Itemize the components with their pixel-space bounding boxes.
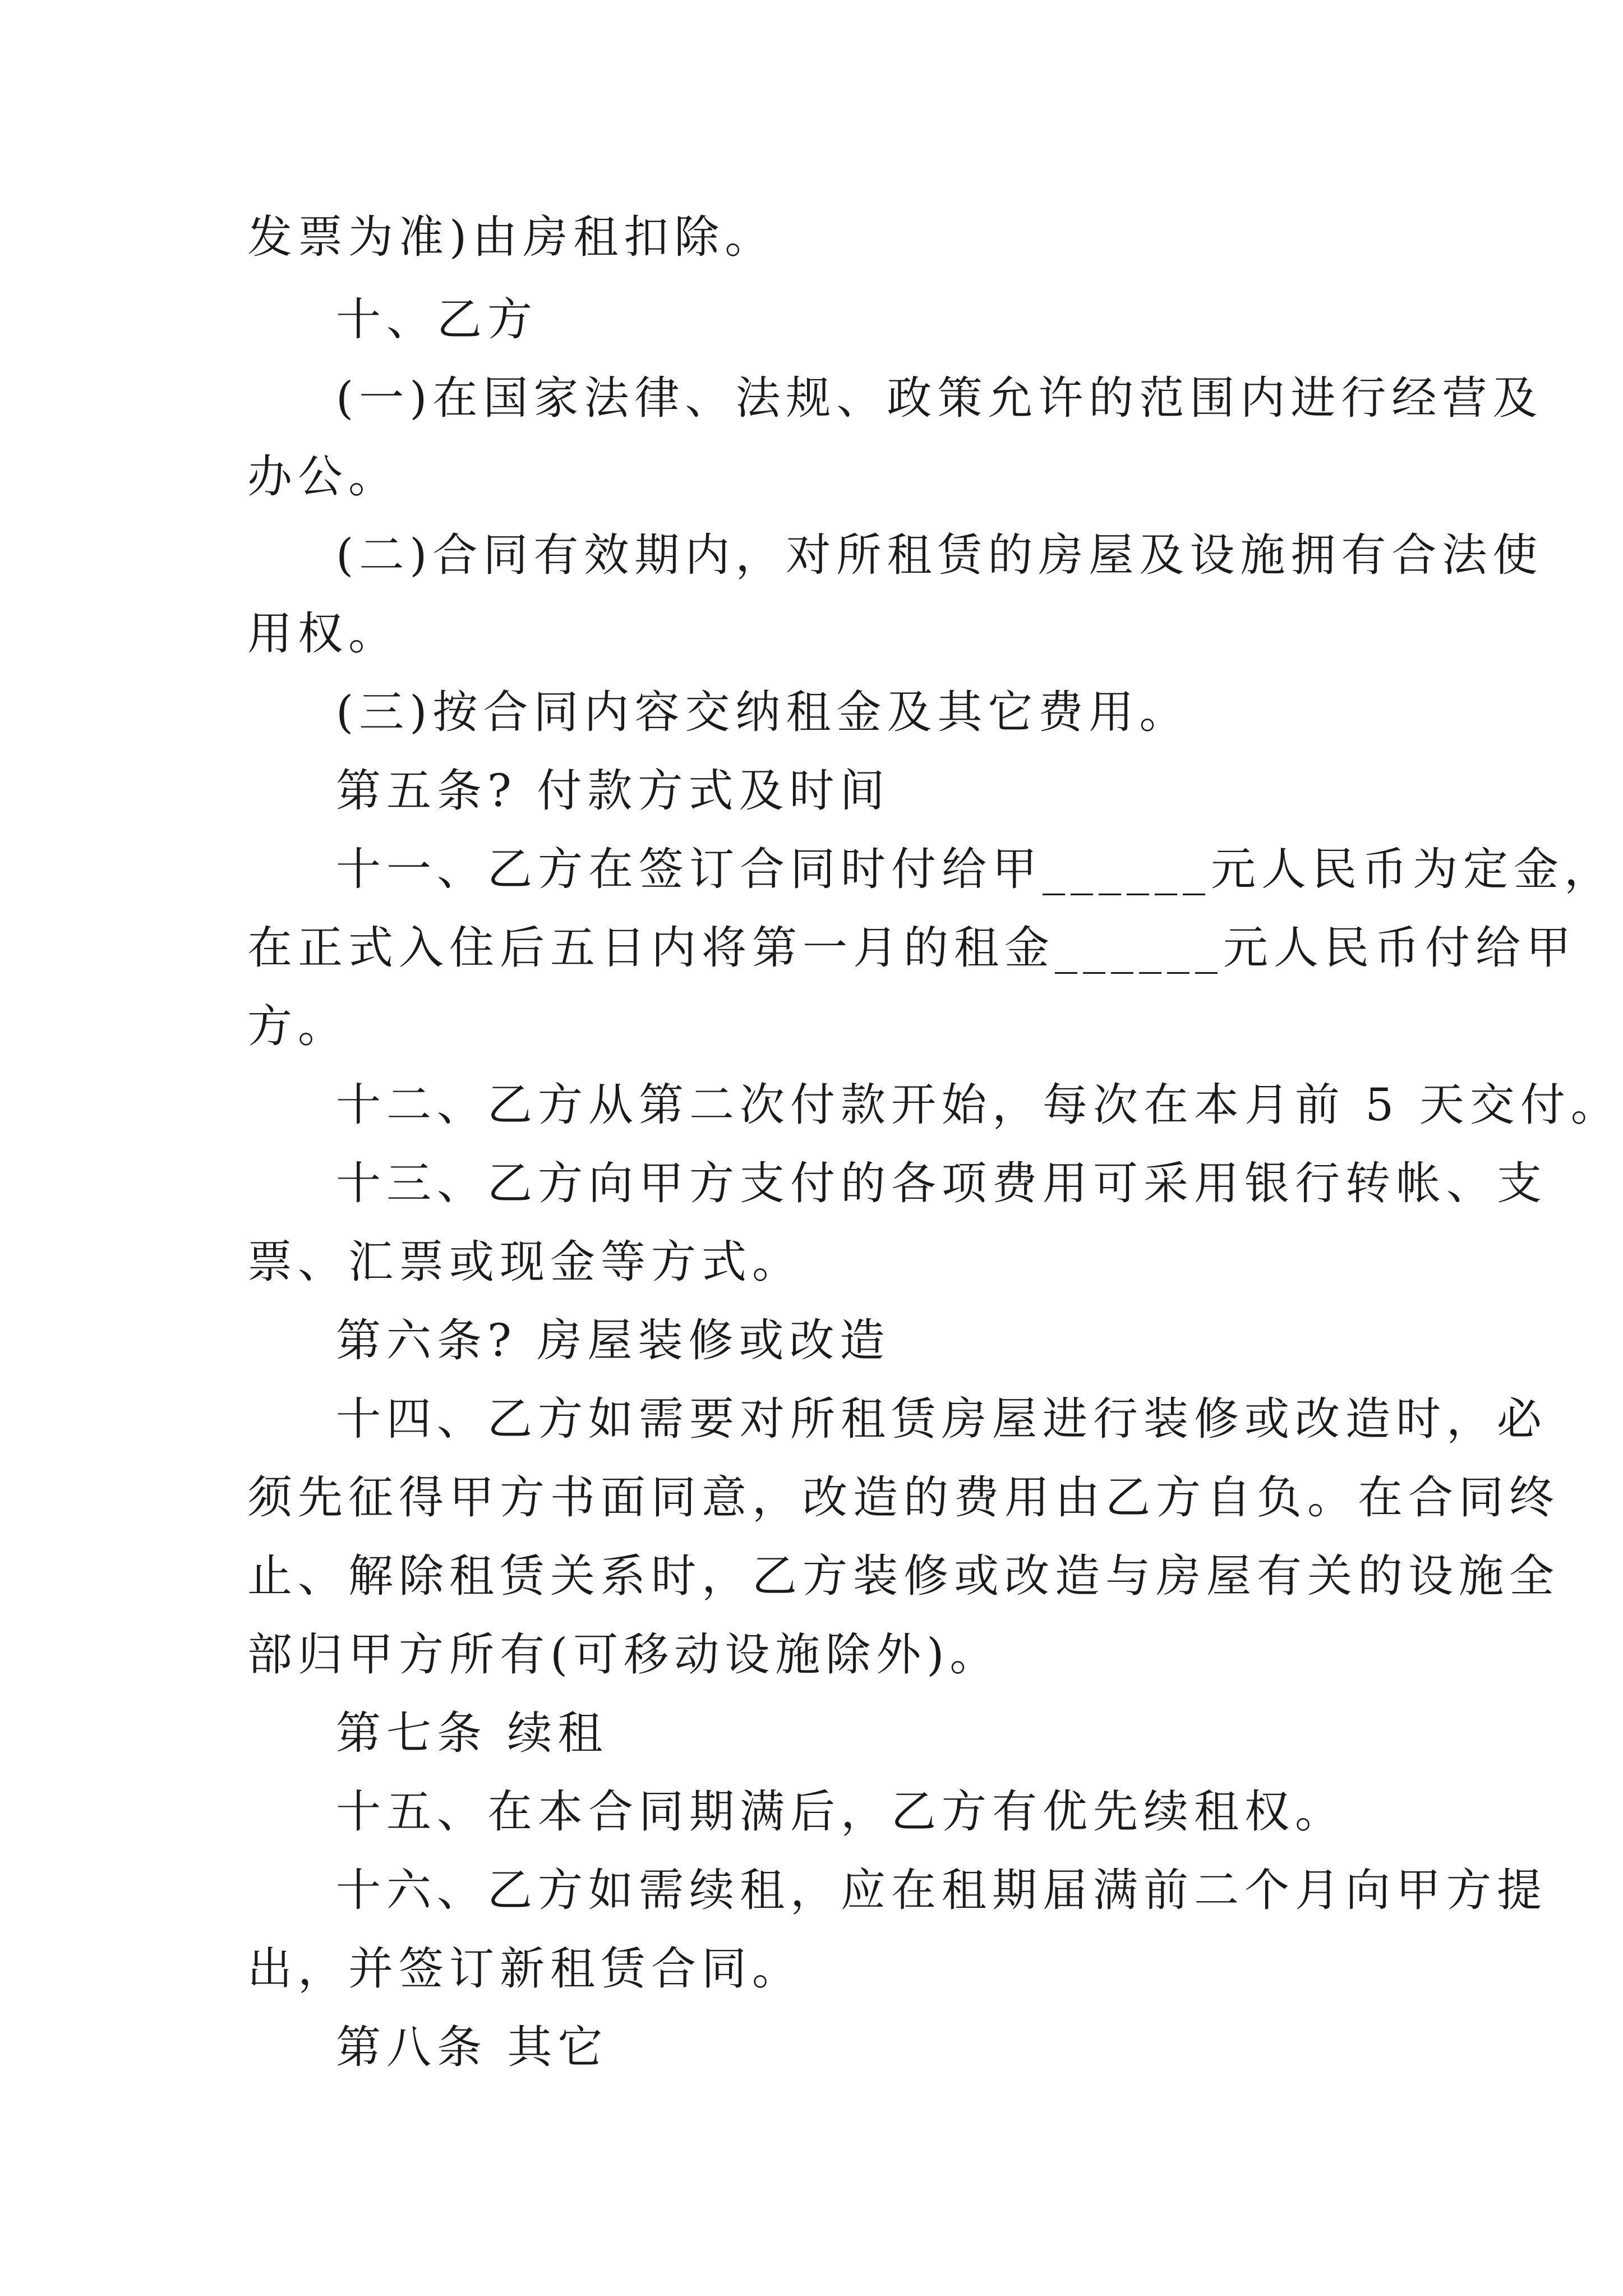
paragraph-line: 须先征得甲方书面同意，改造的费用由乙方自负。在合同终 <box>247 1471 1560 1524</box>
paragraph-line: 止、解除租赁关系时，乙方装修或改造与房屋有关的设施全 <box>247 1550 1560 1602</box>
paragraph-line: 办公。 <box>247 450 399 503</box>
article-heading: 第五条? 付款方式及时间 <box>336 765 891 817</box>
paragraph-line: 十四、乙方如需要对所租赁房屋进行装修或改造时，必 <box>336 1393 1547 1445</box>
paragraph-line: 票、汇票或现金等方式。 <box>247 1236 803 1288</box>
paragraph-line: 发票为准)由房租扣除。 <box>247 211 776 263</box>
article-heading: 第八条 其它 <box>336 2021 608 2073</box>
section-heading: 十、乙方 <box>336 293 538 346</box>
paragraph-line: 十二、乙方从第二次付款开始，每次在本月前 5 天交付。 <box>336 1079 1621 1131</box>
paragraph-line: 部归甲方所有(可移动设施除外)。 <box>247 1628 1000 1681</box>
article-heading: 第六条? 房屋装修或改造 <box>336 1314 891 1366</box>
paragraph-line: 十六、乙方如需续租，应在租期届满前二个月向甲方提 <box>336 1864 1547 1916</box>
article-heading: 第七条 续租 <box>336 1707 608 1759</box>
paragraph-line: 出，并签订新租赁合同。 <box>247 1943 803 1995</box>
paragraph-line: 十一、乙方在签订合同时付给甲______元人民币为定金， <box>336 843 1615 895</box>
paragraph-line: 十三、乙方向甲方支付的各项费用可采用银行转帐、支 <box>336 1157 1547 1209</box>
paragraph-line: 在正式入住后五日内将第一月的租金______元人民币付给甲 <box>247 922 1576 974</box>
paragraph-line: (二)合同有效期内，对所租赁的房屋及设施拥有合法使 <box>336 529 1543 581</box>
paragraph-line: (三)按合同内容交纳租金及其它费用。 <box>336 686 1190 738</box>
paragraph-line: 方。 <box>247 1000 348 1052</box>
paragraph-line: 用权。 <box>247 608 399 660</box>
paragraph-line: 十五、在本合同期满后，乙方有优先续租权。 <box>336 1786 1345 1838</box>
paragraph-line: (一)在国家法律、法规、政策允许的范围内进行经营及 <box>336 372 1543 424</box>
